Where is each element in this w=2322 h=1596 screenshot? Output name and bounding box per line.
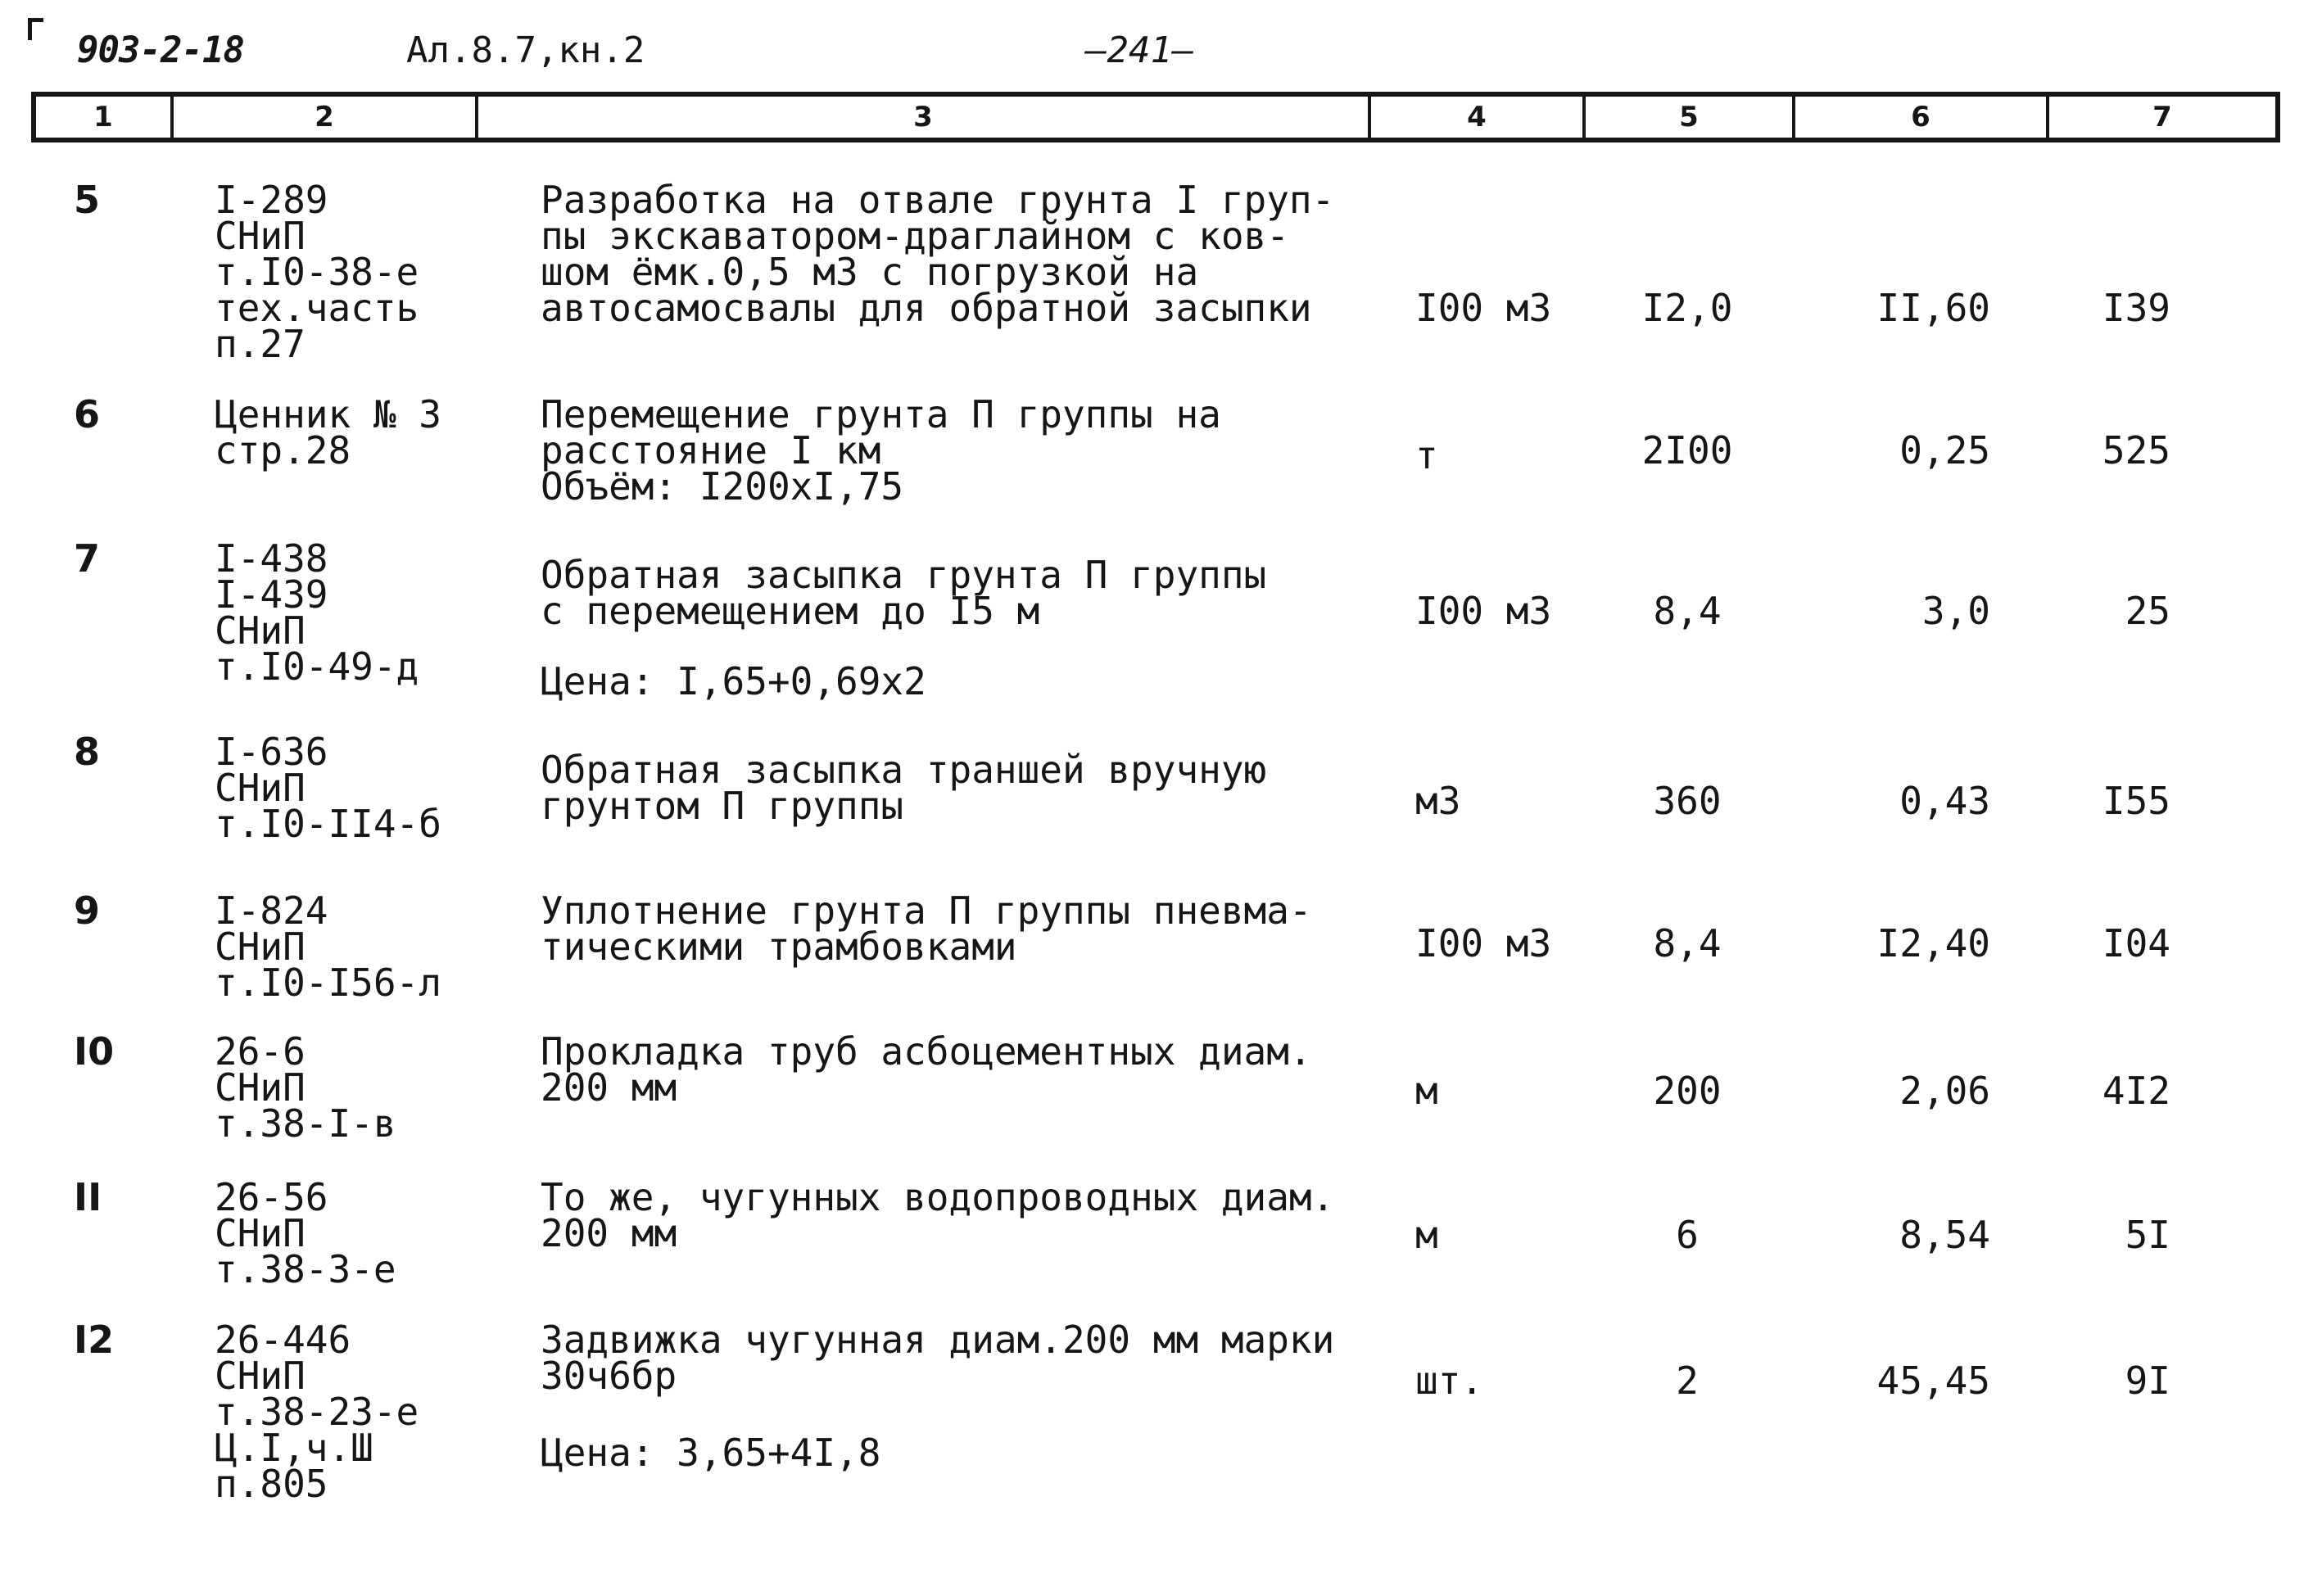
norm-reference: I-636 СНиП т.I0-II4-б	[215, 730, 441, 846]
quantity: 200	[1653, 1069, 1722, 1113]
column-header-4: 4	[1371, 97, 1586, 138]
work-description: Разработка на отвале грунта I груп- пы экскаватором-драглайном с ков- шом ёмк.0,5 м3 с погрузкой на автосамосвалы для обратной засыпки	[541, 178, 1335, 330]
column-header-1: 1	[36, 97, 174, 138]
unit-of-measure: I00 м3	[1415, 589, 1552, 633]
quantity: I2,0	[1641, 286, 1733, 330]
total-cost: 4I2	[2102, 1069, 2170, 1113]
unit-of-measure: т	[1415, 433, 1438, 477]
total-cost: 25	[2125, 589, 2170, 633]
row-number: II	[74, 1175, 102, 1219]
quantity: 2	[1676, 1359, 1699, 1403]
unit-price: 0,25	[1899, 428, 1990, 472]
norm-reference: 26-56 СНиП т.38-3-е	[215, 1175, 396, 1291]
unit-of-measure: м	[1415, 1213, 1438, 1257]
page-number: —241—	[1085, 29, 1194, 71]
row-number: 9	[74, 888, 101, 933]
album-reference: Ал.8.7,кн.2	[406, 29, 645, 71]
unit-price: I2,40	[1876, 921, 1990, 965]
total-cost: 525	[2102, 428, 2170, 472]
total-cost: I55	[2102, 779, 2170, 823]
quantity: 6	[1676, 1213, 1699, 1257]
norm-reference: Ценник № 3 стр.28	[215, 392, 441, 472]
work-description: Перемещение грунта П группы на расстояние I км Объём: I200хI,75	[541, 392, 1221, 509]
row-number: 5	[74, 178, 101, 222]
unit-price: 45,45	[1876, 1359, 1990, 1403]
quantity: 8,4	[1653, 589, 1722, 633]
total-cost: 9I	[2125, 1359, 2170, 1403]
total-cost: I04	[2102, 921, 2170, 965]
column-header-7: 7	[2152, 101, 2172, 133]
column-header-2: 2	[174, 97, 478, 138]
column-header-6: 6	[1795, 97, 2049, 138]
norm-reference: I-289 СНиП т.I0-38-е тех.часть п.27	[215, 178, 419, 366]
norm-reference: I-824 СНиП т.I0-I56-л	[215, 888, 441, 1005]
work-description: Уплотнение грунта П группы пневма- тическими трамбовками	[541, 888, 1312, 969]
unit-price: 8,54	[1899, 1213, 1990, 1257]
unit-of-measure: шт.	[1415, 1359, 1484, 1403]
total-cost: I39	[2102, 286, 2170, 330]
work-description: То же, чугунных водопроводных диам. 200 мм	[541, 1175, 1335, 1255]
work-description: Задвижка чугунная диам.200 мм марки 30ч6бр	[541, 1318, 1335, 1398]
unit-of-measure: м3	[1415, 779, 1461, 823]
column-header-5: 5	[1586, 97, 1795, 138]
unit-price: 3,0	[1921, 589, 1990, 633]
work-description: Обратная засыпка траншей вручную грунтом П группы	[541, 748, 1267, 828]
work-description: Прокладка труб асбоцементных диам. 200 мм	[541, 1029, 1312, 1110]
unit-of-measure: I00 м3	[1415, 921, 1552, 965]
row-number: 8	[74, 730, 101, 774]
column-number-header	[31, 92, 2280, 142]
unit-price: II,60	[1876, 286, 1990, 330]
row-number: 6	[74, 392, 101, 436]
unit-of-measure: м	[1415, 1069, 1438, 1113]
quantity: 8,4	[1653, 921, 1722, 965]
norm-reference: 26-6 СНиП т.38-I-в	[215, 1029, 396, 1146]
column-header-3: 3	[478, 97, 1371, 138]
price-note: Цена: I,65+0,69х2	[541, 659, 926, 703]
unit-of-measure: I00 м3	[1415, 286, 1552, 330]
unit-price: 2,06	[1899, 1069, 1990, 1113]
work-description: Обратная засыпка грунта П группы с перемещением до I5 м	[541, 553, 1267, 633]
quantity: 360	[1653, 779, 1722, 823]
norm-reference: I-438 I-439 СНиП т.I0-49-д	[215, 536, 419, 689]
row-number: I2	[74, 1318, 115, 1362]
project-code: 903-2-18	[77, 29, 244, 71]
price-note: Цена: 3,65+4I,8	[541, 1431, 881, 1475]
norm-reference: 26-446 СНиП т.38-23-е Ц.I,ч.Ш п.805	[215, 1318, 419, 1506]
corner-mark	[28, 18, 43, 40]
row-number: I0	[74, 1029, 115, 1074]
unit-price: 0,43	[1899, 779, 1990, 823]
total-cost: 5I	[2125, 1213, 2170, 1257]
quantity: 2I00	[1641, 428, 1733, 472]
row-number: 7	[74, 536, 101, 581]
